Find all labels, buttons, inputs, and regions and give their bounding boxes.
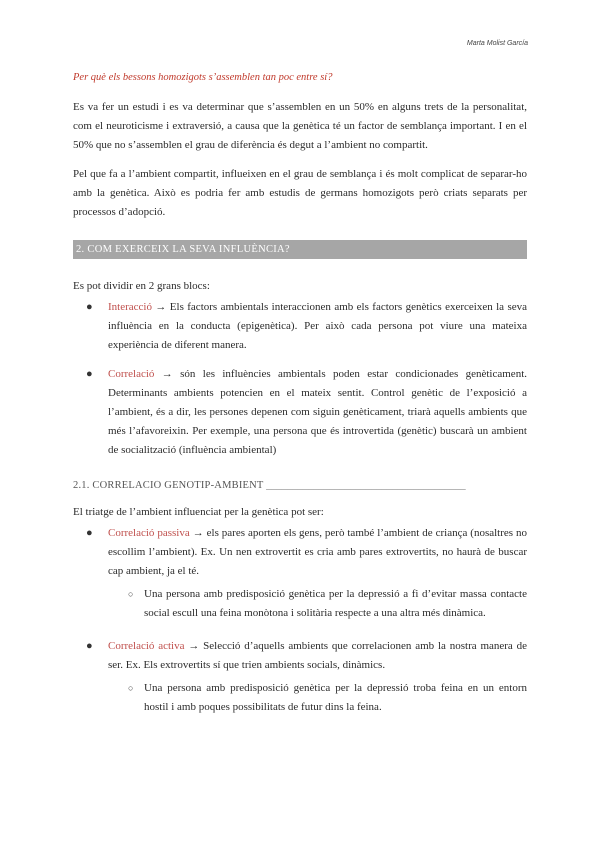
- term-interaccio: Interacció: [108, 301, 152, 313]
- arrow-icon: →: [188, 640, 200, 652]
- section-2-1-list: [73, 524, 527, 717]
- sub-list-item: [108, 585, 527, 623]
- section-2-lead: Es pot dividir en 2 grans blocs:: [73, 280, 210, 292]
- intro-paragraph-2: Pel que fa a l’ambient compartit, influeixen en el grau de semblança i és molt complicat de separar-ho amb la genètica. Això es podria fer amb estudis de germans homozigots però criats separats per processos d’adopció.: [73, 168, 527, 218]
- intro-paragraph-1: Es va fer un estudi i es va determinar que s’assemblen en un 50% en alguns trets de la personalitat, com el neuroticisme i extraversió, a causa que la genètica té un factor de semblança important. I en el 50% que no s’assemblen el grau de diferència és degut a l’ambient no compartit.: [73, 101, 527, 151]
- section-2-1-title: 2.1. CORRELACIÓ GENOTIP-AMBIENT: [73, 480, 264, 491]
- bullet-dot-icon: ●: [86, 527, 93, 539]
- heading-rule: ______________________________________: [263, 480, 466, 491]
- section-2-1-lead: El triatge de l’ambient influenciat per la genètica pot ser:: [73, 506, 324, 518]
- intro-question: Per què els bessons homozigots s’assemblen tan poc entre sí?: [73, 72, 333, 83]
- sub-item-text: Una persona amb predisposició genètica per la depressió a fi d’evitar massa contacte social escull una feina monòtona i solitària respecte a una altra més dinàmica.: [144, 588, 527, 619]
- bullet-circle-icon: ○: [128, 589, 134, 599]
- list-item: [73, 524, 527, 623]
- term-correlacio-passiva: Correlació passiva: [108, 527, 190, 539]
- author-header: Marta Molist García: [466, 40, 528, 47]
- bullet-dot-icon: ●: [86, 640, 93, 652]
- sub-item-text: Una persona amb predisposició genètica per la depressió troba feina en un entorn hostil i amb poques possibilitats de futur dins la feina.: [144, 682, 527, 713]
- arrow-icon: →: [161, 368, 173, 380]
- sub-list: [108, 585, 527, 623]
- bullet-circle-icon: ○: [128, 683, 134, 693]
- section-2-1-heading: [73, 480, 527, 491]
- term-correlacio-activa: Correlació activa: [108, 640, 185, 652]
- bullet-dot-icon: ●: [86, 301, 93, 313]
- section-2-heading: 2. COM EXERCEIX LA SEVA INFLUÈNCIA?: [73, 240, 527, 259]
- term-correlacio: Correlació: [108, 368, 155, 380]
- list-item: [73, 298, 527, 355]
- bullet-dot-icon: ●: [86, 368, 93, 380]
- bullet-text: Els factors ambientals interaccionen amb els factors genètics exerceixen la seva influència en la conducta (epigenètica). Per això cada persona pot viure una mateixa experiència de diferent manera.: [108, 301, 528, 351]
- bullet-text: Selecció d’aquells ambients que correlacionen amb la nostra manera de ser. Ex. Els extrovertits sí que trien ambients socials, dinàmics.: [108, 640, 528, 671]
- arrow-icon: →: [155, 301, 167, 313]
- sub-list: [108, 679, 527, 717]
- arrow-icon: →: [192, 527, 204, 539]
- bullet-text: són les influències ambientals poden estar condicionades genèticament. Determinants ambients potencien en el mateix sentit. Control genètic de l’exposició a l’ambient, és a dir, les persones depenen com siguin genèticament, triarà aquells ambients que més l’afavoreixin. Per exemple, una persona que és introvertida (genètic) buscarà un ambient de socialització (influència ambiental): [108, 368, 527, 456]
- bullet-text: els pares aporten els gens, però també l’ambient de criança (nosaltres no escollim l’ambient). Ex. Un nen extrovertit es cria amb pares extrovertits, no haurà de buscar cap ambient, ja el té.: [108, 527, 528, 577]
- page-content: [73, 70, 527, 727]
- sub-list-item: [108, 679, 527, 717]
- list-item: [73, 637, 527, 717]
- list-item: [73, 365, 527, 460]
- section-2-list: [73, 298, 527, 460]
